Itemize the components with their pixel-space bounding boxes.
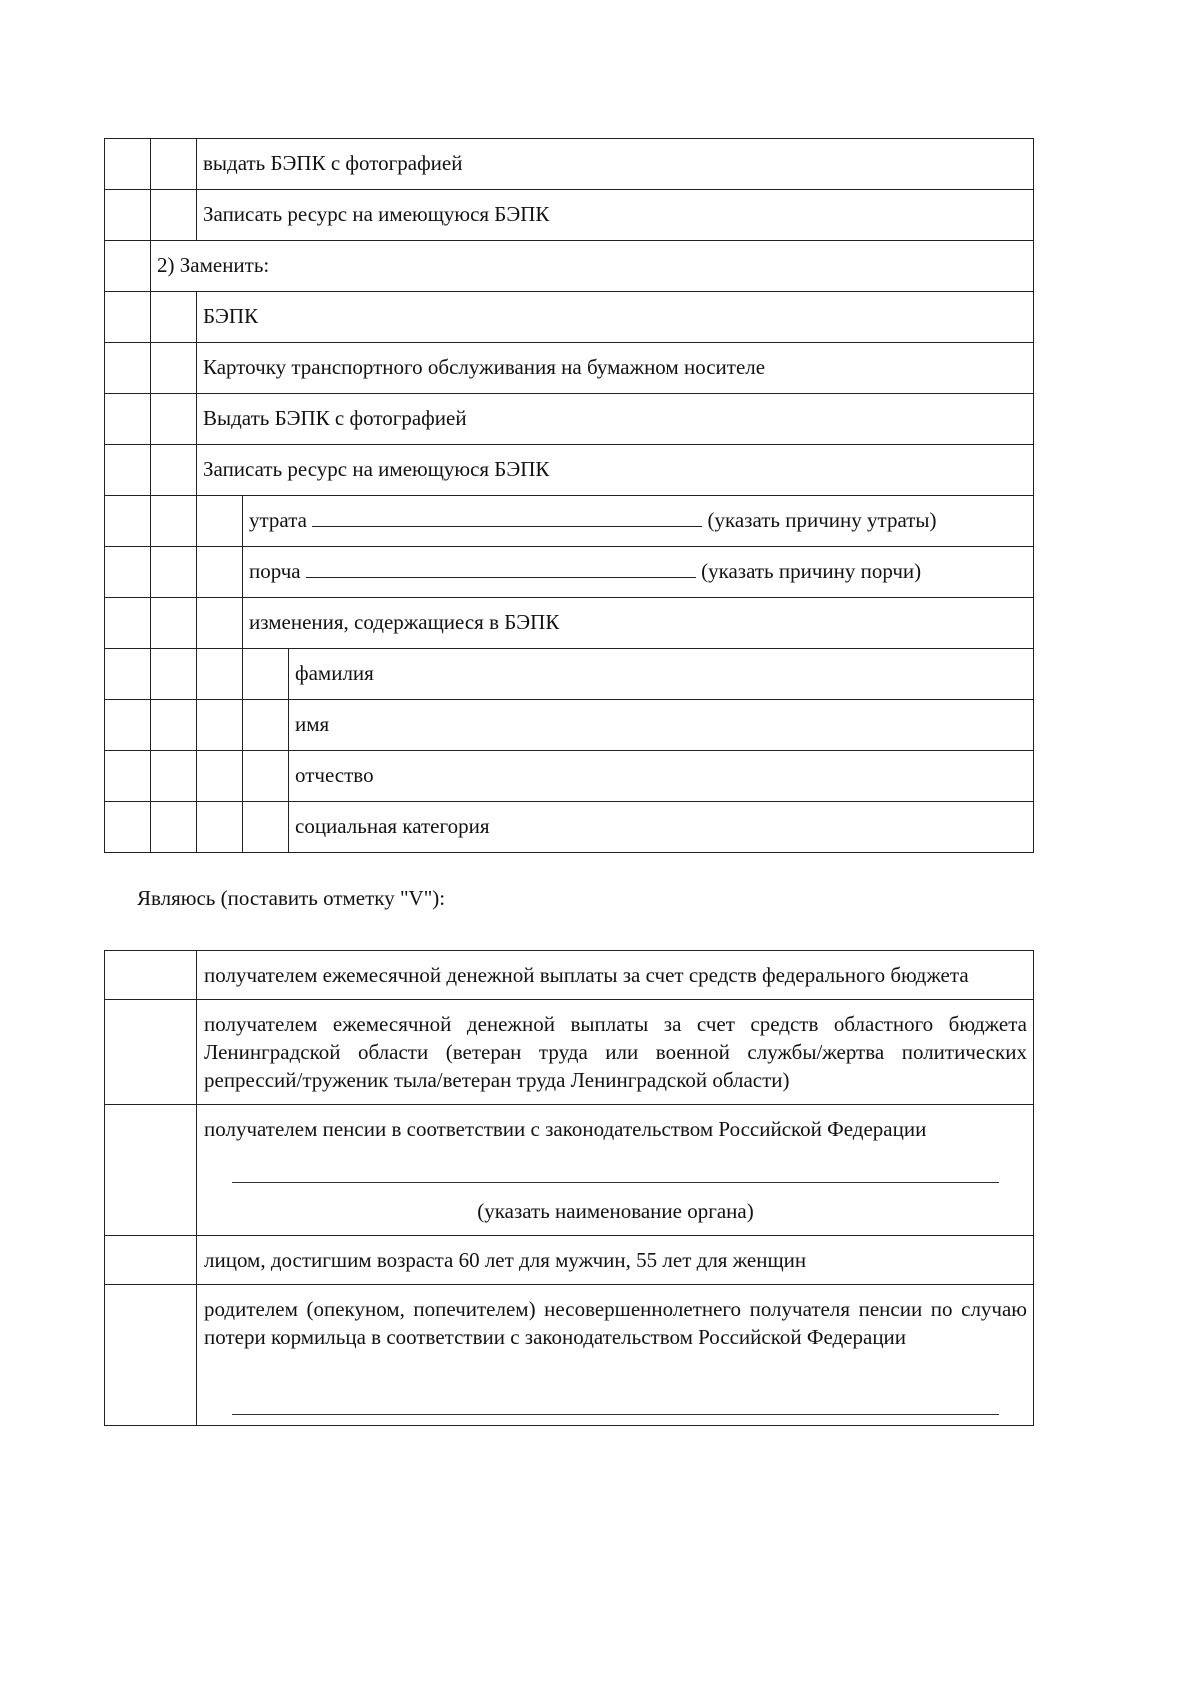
option-row-bepk[interactable] — [105, 292, 1033, 343]
checkbox-cell[interactable] — [197, 598, 243, 648]
change-label: социальная категория — [295, 814, 490, 838]
status-label: получателем ежемесячной денежной выплаты за счет средств федерального бюджета — [204, 963, 969, 987]
reason-row-changes[interactable] — [105, 598, 1033, 649]
service-options-table — [104, 138, 1034, 853]
status-instruction: Являюсь (поставить отметку "V"): — [137, 886, 446, 910]
changes-label: изменения, содержащиеся в БЭПК — [249, 610, 560, 634]
org-name-field[interactable] — [232, 1181, 999, 1183]
status-row-federal[interactable] — [105, 951, 1033, 1000]
damage-reason-field[interactable] — [306, 559, 696, 578]
change-row-surname[interactable] — [105, 649, 1033, 700]
option-row-issue-photo[interactable] — [105, 139, 1033, 190]
checkbox-cell[interactable] — [151, 394, 197, 444]
mark-cell[interactable] — [105, 951, 197, 999]
loss-label: утрата — [249, 508, 307, 532]
guardian-details-field[interactable] — [232, 1413, 999, 1415]
option-label: Записать ресурс на имеющуюся БЭПК — [203, 202, 550, 226]
option-label: БЭПК — [203, 304, 259, 328]
status-row-guardian[interactable] — [105, 1285, 1033, 1425]
option-label: Карточку транспортного обслуживания на бумажном носителе — [203, 355, 766, 379]
status-label: лицом, достигшим возраста 60 лет для мужчин, 55 лет для женщин — [204, 1248, 807, 1272]
option-label: Записать ресурс на имеющуюся БЭПК — [203, 457, 550, 481]
checkbox-cell[interactable] — [243, 802, 289, 852]
option-label: Выдать БЭПК с фотографией — [203, 406, 467, 430]
section-replace[interactable] — [105, 241, 1033, 292]
option-row-write-resource[interactable] — [105, 190, 1033, 241]
option-row-paper-card[interactable] — [105, 343, 1033, 394]
section-label: 2) Заменить: — [157, 253, 270, 277]
reason-row-loss[interactable] — [105, 496, 1033, 547]
mark-cell[interactable] — [105, 1105, 197, 1235]
checkbox-cell[interactable] — [243, 649, 289, 699]
org-name-caption: (указать наименование органа) — [477, 1199, 754, 1223]
change-row-social-category[interactable] — [105, 802, 1033, 852]
checkbox-cell[interactable] — [197, 547, 243, 597]
status-row-regional[interactable] — [105, 1000, 1033, 1105]
checkbox-cell[interactable] — [243, 700, 289, 750]
status-row-pension[interactable] — [105, 1105, 1033, 1236]
change-label: фамилия — [295, 661, 374, 685]
loss-reason-field[interactable] — [312, 508, 702, 527]
mark-cell[interactable] — [105, 1285, 197, 1425]
change-row-patronymic[interactable] — [105, 751, 1033, 802]
change-label: отчество — [295, 763, 374, 787]
option-row-issue-photo-2[interactable] — [105, 394, 1033, 445]
status-label: получателем пенсии в соответствии с законодательством Российской Федерации — [204, 1117, 927, 1141]
change-row-name[interactable] — [105, 700, 1033, 751]
damage-label: порча — [249, 559, 301, 583]
mark-cell[interactable] — [105, 1000, 197, 1104]
checkbox-cell[interactable] — [151, 343, 197, 393]
checkbox-cell[interactable] — [105, 241, 151, 291]
status-label: получателем ежемесячной денежной выплаты за счет средств областного бюджета Ленинградской области (ветеран труда или военной службы/жертва политических репрессий/труженик тыла/ветеран труда Ленинградской области) — [204, 1012, 1027, 1092]
status-label: родителем (опекуном, попечителем) несовершеннолетнего получателя пенсии по случаю потери кормильца в соответствии с законодательством Российской Федерации — [204, 1297, 1027, 1349]
damage-hint: (указать причину порчи) — [701, 559, 922, 583]
loss-hint: (указать причину утраты) — [707, 508, 937, 532]
change-label: имя — [295, 712, 330, 736]
checkbox-cell[interactable] — [243, 751, 289, 801]
checkbox-cell[interactable] — [151, 292, 197, 342]
mark-cell[interactable] — [105, 1236, 197, 1284]
option-row-write-resource-2[interactable] — [105, 445, 1033, 496]
status-table — [104, 950, 1034, 1426]
checkbox-cell[interactable] — [151, 445, 197, 495]
status-row-age[interactable] — [105, 1236, 1033, 1285]
reason-row-damage[interactable] — [105, 547, 1033, 598]
checkbox-cell[interactable] — [151, 190, 197, 240]
checkbox-cell[interactable] — [151, 139, 197, 189]
checkbox-cell[interactable] — [197, 496, 243, 546]
option-label: выдать БЭПК с фотографией — [203, 151, 463, 175]
